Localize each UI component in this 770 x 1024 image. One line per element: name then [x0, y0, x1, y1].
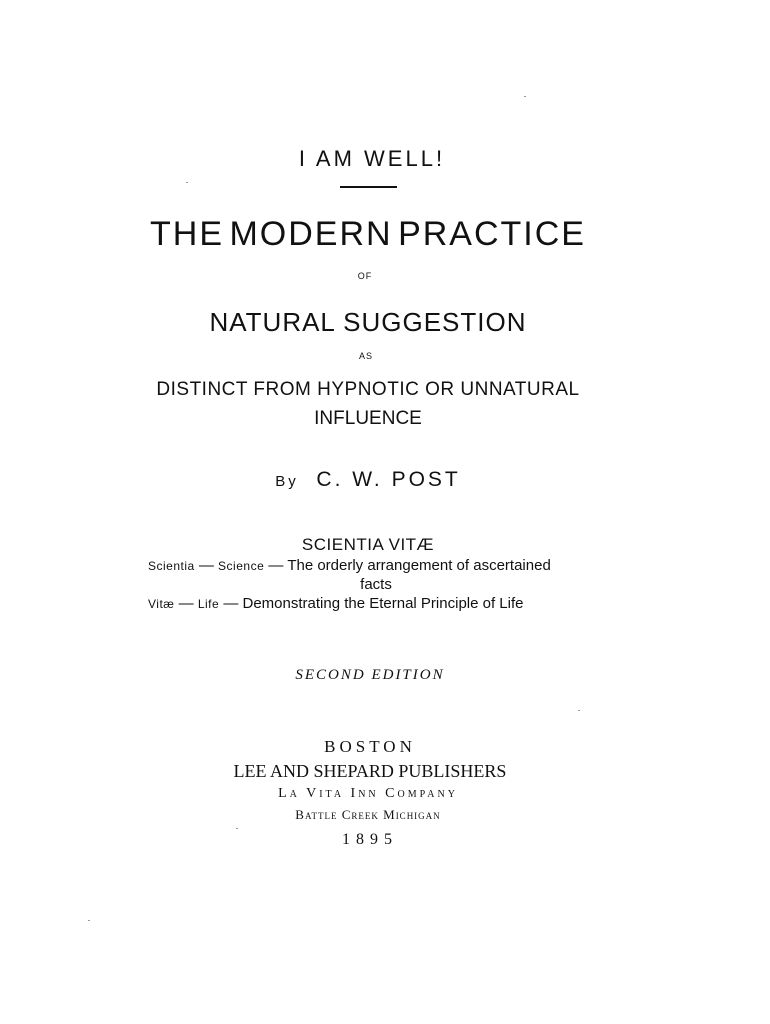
connector-of: OF	[357, 271, 373, 281]
connector-as: AS	[358, 351, 373, 361]
def-separator: —	[194, 557, 219, 574]
imprint-publisher: LEE AND SHEPARD PUBLISHERS	[233, 761, 507, 781]
author-line	[0, 469, 736, 490]
scan-speck	[186, 182, 188, 183]
def-text-scientia: — The orderly arrangement of ascertained	[264, 557, 551, 574]
def-text-vitae: — Demonstrating the Eternal Principle of Life	[219, 595, 524, 612]
imprint-place: Battle Creek Michigan	[295, 807, 441, 822]
imprint-year: 1895	[342, 831, 398, 848]
subtitle: NATURAL SUGGESTION	[209, 307, 527, 337]
scan-speck	[88, 920, 90, 921]
def-gloss-science: Science	[218, 559, 265, 573]
scan-speck	[236, 828, 238, 829]
divider-rule	[340, 186, 397, 188]
def-term-scientia: Scientia	[148, 559, 195, 573]
title-word-modern: MODERN	[229, 215, 393, 253]
motto: I AM WELL!	[298, 146, 446, 171]
title-word-the: THE	[150, 215, 224, 253]
book-title	[150, 217, 586, 251]
title-word-practice: PRACTICE	[398, 215, 586, 253]
scan-speck	[524, 96, 526, 97]
definition-scientia	[148, 558, 598, 573]
def-term-vitae: Vitæ	[148, 597, 175, 611]
scan-speck	[578, 710, 580, 711]
imprint-city: BOSTON	[324, 737, 416, 756]
def-separator: —	[174, 595, 198, 612]
definition-vitae	[148, 596, 608, 611]
definition-scientia-continued: facts	[360, 576, 392, 593]
latin-motto-heading: SCIENTIA VITÆ	[301, 535, 435, 554]
imprint-company: La Vita Inn Company	[278, 786, 458, 801]
author-name: C. W. POST	[316, 468, 461, 491]
distinct-line-2: INFLUENCE	[314, 408, 422, 429]
def-gloss-life: Life	[197, 597, 220, 611]
edition: SECOND EDITION	[295, 667, 445, 683]
distinct-line-1: DISTINCT FROM HYPNOTIC OR UNNATURAL	[156, 379, 580, 400]
author-by: By	[275, 473, 299, 490]
